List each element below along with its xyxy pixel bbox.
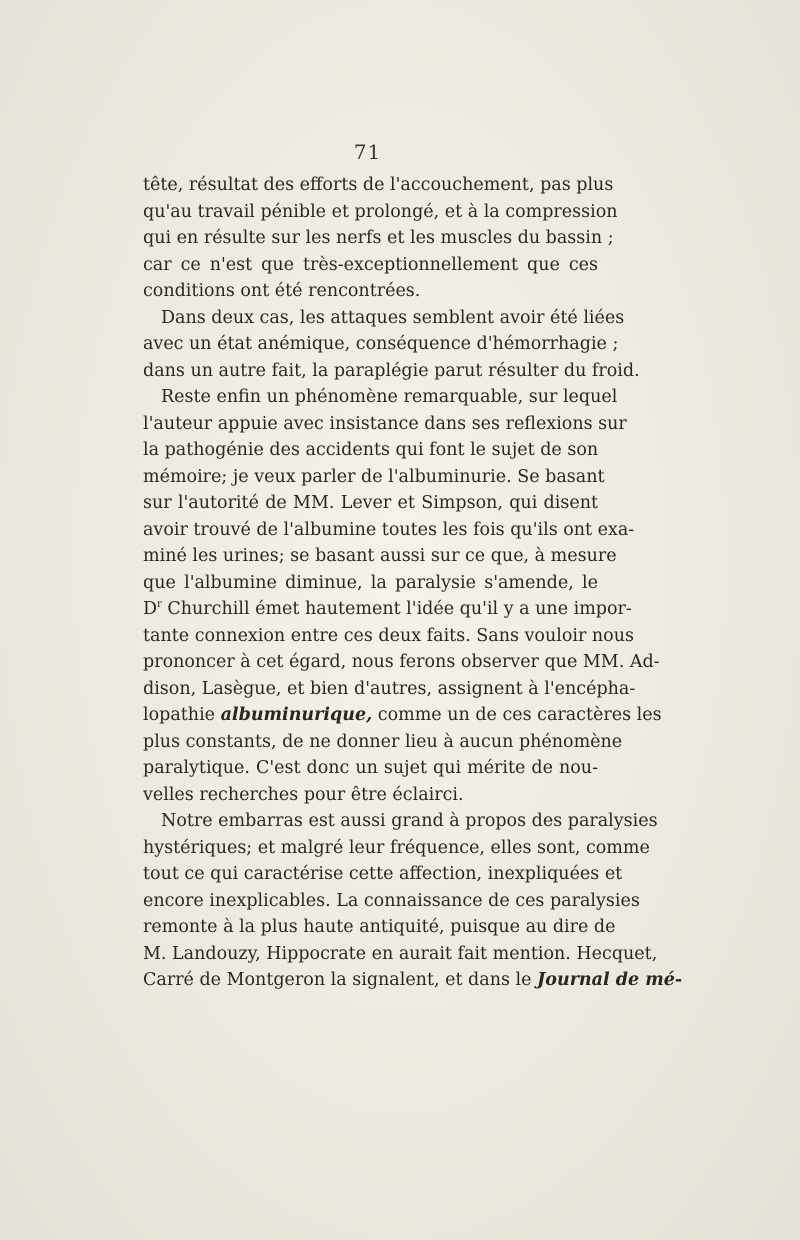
text-line: lopathie albuminurique, comme un de ces caractères les (143, 705, 662, 725)
text-line: sur l'autorité de MM. Lever et Simpson, qui disent (143, 493, 598, 513)
text-line: Dans deux cas, les attaques semblent avoir été liées (161, 307, 625, 328)
page-number: 71 (353, 140, 382, 164)
text-line: velles recherches pour être éclairci. (143, 784, 464, 805)
text-line: $D^r$ Churchill émet hautement l'idée qu'il y a une impor- (143, 599, 632, 619)
text-line: la pathogénie des accidents qui font le sujet de son (143, 440, 599, 460)
text-line: l'auteur appuie avec insistance dans ses reflexions sur (143, 413, 627, 434)
text-line: remonte à la plus haute antiquité, puisque au dire de (143, 917, 616, 937)
text-line: plus constants, de ne donner lieu à aucun phénomène (143, 731, 623, 752)
text-line: avec un état anémique, conséquence d'hémorrhagie ; (143, 334, 619, 354)
text-line: encore inexplicables. La connaissance de ces paralysies (143, 890, 640, 911)
text-line: dison, Lasègue, et bien d'autres, assignent à l'encépha- (143, 678, 636, 699)
emphasized-text: albuminurique, (220, 705, 373, 725)
text-line: avoir trouvé de l'albumine toutes les fois qu'ils ont exa- (143, 519, 635, 540)
text-line: M. Landouzy, Hippocrate en aurait fait mention. Hecquet, (143, 943, 658, 964)
text-line: tante connexion entre ces deux faits. Sans vouloir nous (143, 625, 634, 646)
text-line: Notre embarras est aussi grand à propos des paralysies (161, 811, 658, 831)
text-line: mémoire; je veux parler de l'albuminurie. Se basant (143, 466, 605, 487)
text-line: que l'albumine diminue, la paralysie s'amende, le (143, 572, 598, 593)
text-line: prononcer à cet égard, nous ferons observer que MM. Ad- (143, 652, 660, 672)
text-line: Carré de Montgeron la signalent, et dans le Journal de mé- (143, 970, 683, 990)
text-line: qu'au travail pénible et prolongé, et à la compression (143, 201, 618, 222)
emphasized-text: Journal de mé- (537, 970, 683, 990)
text-line: tout ce qui caractérise cette affection, inexpliquées et (143, 864, 623, 884)
text-line: car ce n'est que très-exceptionnellement que ces (143, 254, 598, 275)
text-line: qui en résulte sur les nerfs et les muscles du bassin ; (143, 228, 614, 248)
text-line: Reste enfin un phénomène remarquable, sur lequel (161, 387, 618, 407)
text-line: tête, résultat des efforts de l'accouchement, pas plus (143, 175, 614, 195)
text-line: paralytique. C'est donc un sujet qui mérite de nou- (143, 758, 598, 778)
superscript: r (157, 599, 162, 611)
text-line: conditions ont été rencontrées. (143, 281, 421, 301)
text-line: miné les urines; se basant aussi sur ce que, à mesure (143, 546, 617, 566)
body-text (143, 172, 683, 994)
text-line: dans un autre fait, la paraplégie parut résulter du froid. (143, 360, 640, 381)
text-line: hystériques; et malgré leur fréquence, elles sont, comme (143, 837, 650, 858)
